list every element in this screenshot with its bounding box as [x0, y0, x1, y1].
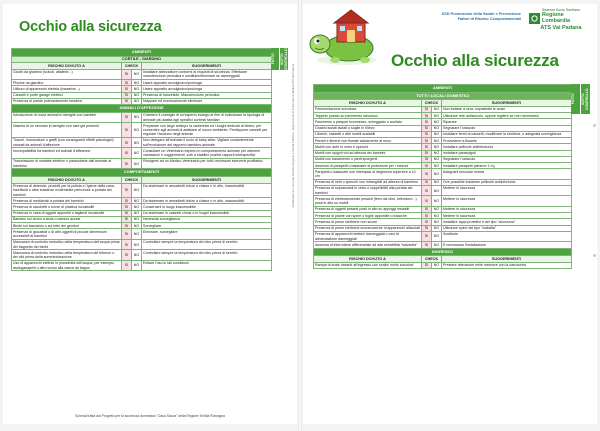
suggestion-cell: Segnalare l'ostacolo [442, 125, 572, 131]
risk-cell: Assenza di interruttore differenziale ad alta sensibilità "salvavita" [314, 242, 422, 248]
checklist-row [12, 148, 272, 158]
suggestion-cell: Installare tappi protettivi e del tipo "sicurezza" [442, 219, 572, 225]
check-no-box[interactable]: NO [132, 123, 142, 138]
check-no-box[interactable]: NO [432, 231, 442, 241]
risk-cell: Parapetti o balaustre con interspazi di larghezza superiore a 10 cm [314, 169, 422, 179]
checklist-row [12, 183, 272, 198]
risk-cell: Presenza di oggetti pesanti posti in alto su appoggi instabili [314, 206, 422, 212]
check-yes-box[interactable]: SI [422, 150, 432, 156]
suggestion-cell: Da sistemare in armadietti chiusi a chiave o in alto, inaccessibili [142, 183, 272, 198]
suggestion-cell: Da sistemare in armadietti chiusi a chiave o in alto, inaccessibili [142, 198, 272, 204]
brand-line-2: Fattori di Rischio Comportamentali [457, 17, 521, 22]
check-yes-box[interactable]: SI [422, 144, 432, 150]
suggestion-cell: Conservarli in luogo inaccessibile [142, 204, 272, 210]
suggestion-cell: Usare apposito avvolgicavo/prolunga [142, 86, 272, 92]
risk-cell: Rampa di scale davanti all'ingresso con scalini molto scivolosi [314, 262, 422, 268]
col-check-header: CHECK [422, 100, 442, 106]
check-yes-box[interactable]: SI [122, 112, 132, 122]
check-yes-box[interactable]: SI [422, 242, 432, 248]
suggestion-cell: È necessaria l'installazione [442, 242, 572, 248]
suggestion-cell: Controllare sempre la temperatura del cibo prima di servirlo [142, 239, 272, 249]
check-no-box[interactable]: NO [132, 223, 142, 229]
risk-cell: Presenza di vetri o specchi non infrangibili ad altezza di bambino [314, 179, 422, 185]
left-page-title: Occhio alla sicurezza [19, 19, 162, 35]
suggestion-cell: Rivolgersi ad un Medico Veterinario per tutti i necessari interventi profilattici [142, 158, 272, 168]
left-page [3, 4, 297, 424]
left-side-note: Realizzazione a cura del Servizio di Igiene e Sanità Pubblica - Dipartimento di Prevenzione Medica ATS Val Padana [291, 64, 295, 208]
suggestion-cell: Sorvegliare [142, 223, 272, 229]
checklist-row [12, 112, 272, 122]
checklist-row [12, 260, 272, 270]
risk-cell: Nascita di un neonato in famiglie con cani già presenti [12, 123, 122, 138]
section-ambienti: AMBIENTI [314, 85, 572, 93]
risk-cell: Librerie, cassetti o altri mobili scalabili [314, 131, 422, 137]
checklist-row [314, 185, 572, 195]
suggestion-cell: Installare fermi ai cassetti, modificare la struttura, o adeguata sorveglianza [442, 131, 572, 137]
risk-cell: Presenza di giocattoli o di altri oggetti di piccole dimensioni accessibili ai bambini [12, 229, 122, 239]
suggestion-cell: Mettere in sicurezza [442, 185, 572, 195]
suggestion-cell: Evitare l'uso in tali condizioni [142, 260, 272, 270]
ats-name: ATS Val Padana [540, 25, 582, 31]
risk-cell: Mancanza di controllo metodico della temperatura del biberon o dei cibi prima della somministrazione [12, 250, 122, 260]
check-no-box[interactable]: NO [132, 216, 142, 222]
check-no-box[interactable]: NO [132, 183, 142, 198]
turtle-mascot-illustration [307, 8, 385, 68]
suggestion-cell: Sostituire [442, 231, 572, 241]
check-no-box[interactable]: NO [132, 239, 142, 249]
check-no-box[interactable]: NO [432, 196, 442, 206]
check-yes-box[interactable]: SI [422, 113, 432, 119]
check-yes-box[interactable]: SI [422, 169, 432, 179]
suggestion-cell: Da sistemare in cassetti chiusi o in luoghi inaccessibili [142, 210, 272, 216]
subsection-cortile: CORTILE - GIARDINO [12, 56, 272, 62]
risk-cell: Pavimento o parquet sconnesso, scheggiato o scollato [314, 119, 422, 125]
checklist-row [314, 262, 572, 268]
col-risk-header: RISCHIO DOVUTO A [12, 63, 122, 69]
page-spine [298, 0, 302, 431]
checklist-row [12, 229, 272, 239]
checklist-row [314, 231, 572, 241]
suggestion-cell: Eliminare, sorvegliare [142, 229, 272, 239]
region-name-1: Regione [542, 12, 564, 18]
check-yes-box[interactable]: SI [122, 210, 132, 216]
col-sugg-header: SUGGERIMENTI [442, 100, 572, 106]
check-no-box[interactable]: NO [432, 106, 442, 112]
risk-cell: Incompatibilità fra bambini ed animali d'affezione [12, 148, 122, 158]
region-logo [529, 8, 593, 31]
risk-cell: Presenza di sacchetti o borse di plastica incustoditi [12, 204, 122, 210]
risk-cell: Assenza di parapetti o balaustre di protezione per i balconi [314, 163, 422, 169]
check-yes-box[interactable]: SI [122, 98, 132, 104]
check-no-box[interactable]: NO [432, 262, 442, 268]
subsection-locali: TUTTI I LOCALI DOMESTICI [314, 92, 572, 100]
suggestion-cell: Segnalare l'ostacolo [442, 156, 572, 162]
risk-cell: Mancanza di controllo metodico della temperatura dell'acqua prima del bagnetto dei bimbi [13, 240, 120, 249]
check-yes-box[interactable]: SI [122, 229, 132, 239]
check-yes-box[interactable]: SI [122, 239, 132, 249]
risk-cell: Uso di apparecchi elettrici in prossimità dell'acqua, per esempio asciugacapelli o altro vicino alla vasca da bagno [12, 260, 122, 270]
suggestion-cell: Non trattare a cera, soprattutto le scale [442, 106, 572, 112]
check-yes-box[interactable]: SI [422, 106, 432, 112]
risk-cell: Presenza di apparecchi elettrici danneggiati o cavi di alimentazione danneggiati [314, 231, 422, 241]
check-no-box[interactable]: NO [132, 198, 142, 204]
check-no-box[interactable]: NO [432, 225, 442, 231]
left-footer: Scheda tratta dal Progetto per la sicurezza domestica "Casa Sicura" della Regione Emilia Romagna [75, 414, 225, 418]
decor-dot [593, 254, 596, 257]
suggestion-cell: Preparare con largo anticipo la cameretta ed i luoghi dedicati al bimbo, per consentire agli animali di adattarsi al nuovo ambiente. Predisporre cancelli per regolare l'accesso degli animali [142, 123, 272, 138]
check-yes-box[interactable]: SI [422, 219, 432, 225]
risk-cell: Utilizzo di apparecchi elettrici (tosaerba...) [12, 86, 122, 92]
risk-cell: Pavimentazione scivolosa [314, 106, 422, 112]
right-fatto-column: FATTO [571, 84, 580, 114]
left-fatto-column: FATTO [271, 48, 279, 70]
check-yes-box[interactable]: SI [122, 204, 132, 210]
checklist-row [12, 137, 272, 147]
suggestion-cell: Ove possibile installare pellicole antiinfortunio [442, 179, 572, 185]
check-no-box[interactable]: NO [132, 260, 142, 270]
suggestion-cell: Mettere in sicurezza [442, 206, 572, 212]
suggestion-cell: Usare apposito avvolgicavo/prolunga [142, 80, 272, 86]
check-yes-box[interactable]: SI [122, 123, 132, 138]
risk-cell: Presenza in casa di oggetti appuntiti o taglienti incustoditi [12, 210, 122, 216]
region-system-label: Sistema Socio Sanitario [541, 8, 581, 12]
suggestion-cell: Riparare [442, 119, 572, 125]
check-no-box[interactable]: NO [432, 179, 442, 185]
decor-dot [593, 124, 596, 127]
check-no-box[interactable]: NO [432, 163, 442, 169]
suggestion-cell: Installare parapetti (almeno 1 m) [442, 163, 572, 169]
check-yes-box[interactable]: SI [422, 156, 432, 162]
risk-cell: Presenza di prese elettriche non sicure [314, 219, 422, 225]
check-no-box[interactable]: NO [432, 119, 442, 125]
suggestion-cell: Installare attrezzature conformi ai requisiti di sicurezza. Effettuare manutenzione periodica e sostituire/eliminare se danneggiati [142, 69, 272, 79]
suggestion-cell: Mettere in sicurezza [442, 196, 572, 206]
check-yes-box[interactable]: SI [122, 86, 132, 92]
check-yes-box[interactable]: SI [122, 260, 132, 270]
check-yes-box[interactable]: SI [422, 179, 432, 185]
check-no-box[interactable]: NO [132, 148, 142, 158]
col-sugg-header: SUGGERIMENTI [142, 63, 272, 69]
suggestion-cell: Consultare un Veterinario esperto in comportamento animale per ottenere valutazioni e suggerimenti, volti a stabilire positivi rapporti interspecifici [142, 148, 272, 158]
col-check-header: CHECK [422, 256, 442, 262]
right-controllo-column: SOTTO CONTROLLO [581, 84, 590, 114]
check-yes-box[interactable]: SI [422, 163, 432, 169]
suggestion-cell: Presenza di fotocellule. Manutenzione periodica [142, 92, 272, 98]
check-yes-box[interactable]: SI [122, 158, 132, 168]
col-risk-header: RISCHIO DOVUTO A [314, 100, 422, 106]
right-page-title: Occhio alla sicurezza [391, 51, 559, 70]
check-yes-box[interactable]: SI [122, 216, 132, 222]
suggestion-cell: Prestare attenzione nelle manovre con la carrozzina [442, 262, 572, 268]
check-yes-box[interactable]: SI [122, 250, 132, 260]
check-yes-box[interactable]: SI [122, 69, 132, 79]
risk-cell: Presenza di piante con spine o foglie appuntite o tossiche [314, 213, 422, 219]
suggestion-cell: Necessità sorveglianza [142, 216, 272, 222]
risk-cell: Mobili con basamento o piedi sporgenti [314, 156, 422, 162]
check-yes-box[interactable]: SI [422, 196, 432, 206]
check-no-box[interactable]: NO [132, 210, 142, 216]
suggestion-cell: Non delegare all'animale il ruolo di baby sitter. Vigilare costantemente sull'evoluzione del rapporto bambino-animale [142, 137, 272, 147]
risk-cell: Gradini isolati isolati o soglie in rilievo [314, 125, 422, 131]
check-no-box[interactable]: NO [132, 92, 142, 98]
check-yes-box[interactable]: SI [122, 80, 132, 86]
brand-line-1: SSD Promozione della Salute e Prevenzione [441, 12, 521, 16]
check-yes-box[interactable]: SI [422, 231, 432, 241]
check-yes-box[interactable]: SI [122, 92, 132, 98]
check-yes-box[interactable]: SI [122, 183, 132, 198]
left-controllo-column: SOTTO CONTROLLO [280, 48, 288, 70]
check-no-box[interactable]: NO [432, 125, 442, 131]
col-risk-header: RISCHIO DOVUTO A [12, 177, 122, 183]
check-no-box[interactable]: NO [132, 69, 142, 79]
check-no-box[interactable]: NO [432, 150, 442, 156]
check-yes-box[interactable]: SI [422, 138, 432, 144]
suggestion-cell: Utilizzare rete antiscivolo, oppure togliere se non necessario [442, 113, 572, 119]
check-yes-box[interactable]: SI [422, 225, 432, 231]
risk-cell: Presenza di prese elettriche sovraccariche di apparecchi allacciati [315, 226, 420, 231]
suggestion-cell: Utilizzare spine del tipo "ciabatta" [442, 225, 572, 231]
section-ambienti: AMBIENTI [12, 49, 272, 57]
check-no-box[interactable]: NO [132, 250, 142, 260]
check-no-box[interactable]: NO [432, 144, 442, 150]
checklist-row [12, 250, 272, 260]
risk-cell: Mobili con ante in vetro e specchi [314, 144, 422, 150]
col-check-header: CHECK [122, 63, 142, 69]
checklist-row [314, 196, 572, 206]
check-yes-box[interactable]: SI [422, 125, 432, 131]
check-no-box[interactable]: NO [432, 219, 442, 225]
risk-cell: Bambini sul vicino a stufa o camino accesi [12, 216, 122, 222]
suggestion-cell: Installare paraspigoli [442, 150, 572, 156]
suggestion-cell: Adeguarli secondo norma [442, 169, 572, 179]
suggestion-cell: Controllare sempre la temperatura del cibo prima di servirlo [142, 250, 272, 260]
check-yes-box[interactable]: SI [122, 148, 132, 158]
risk-cell: Pensili e librerie non fissate saldamente al muro [314, 138, 422, 144]
check-no-box[interactable]: NO [432, 206, 442, 212]
risk-cell: Presenza di medicinali a portata dei bambini [12, 198, 122, 204]
col-risk-header: RISCHIO DOVUTO A [314, 256, 422, 262]
check-no-box[interactable]: NO [432, 169, 442, 179]
check-no-box[interactable]: NO [132, 98, 142, 104]
region-name-2: Lombardia [542, 17, 571, 24]
risk-cell: Piscine da giardino [12, 80, 122, 86]
check-yes-box[interactable]: SI [422, 262, 432, 268]
suggestion-cell: Installare pellicole antiinfortunio [442, 144, 572, 150]
risk-cell: Giochi da giardino (scivoli, altalene...) [12, 69, 122, 79]
risk-cell: Bimbi sul fasciatoio o sul letto dei genitori [12, 223, 122, 229]
risk-cell: Presenza di piante potenzialmente tossiche [12, 98, 122, 104]
check-no-box[interactable]: NO [432, 113, 442, 119]
rosa-camuna-icon [529, 13, 540, 24]
check-yes-box[interactable]: SI [422, 131, 432, 137]
check-no-box[interactable]: NO [432, 131, 442, 137]
risk-cell: Mobili con spigoli vivi ad altezza dei bambini [314, 150, 422, 156]
section-comportamenti: COMPORTAMENTI [12, 169, 272, 177]
check-no-box[interactable]: NO [132, 229, 142, 239]
check-yes-box[interactable]: SI [122, 137, 132, 147]
check-yes-box[interactable]: SI [422, 206, 432, 212]
suggestion-cell: Mappare ed eventualmente eliminare [142, 98, 272, 104]
check-no-box[interactable]: NO [132, 204, 142, 210]
check-no-box[interactable]: NO [132, 80, 142, 86]
section-ingresso: INGRESSO [314, 248, 572, 256]
check-yes-box[interactable]: SI [422, 185, 432, 195]
brand-block [411, 12, 521, 23]
checklist-row [12, 239, 272, 249]
check-no-box[interactable]: NO [432, 138, 442, 144]
check-no-box[interactable]: NO [432, 242, 442, 248]
risk-cell: Presenza di sopramobili in vetro o suppellettili alla portata dei bambini [314, 185, 422, 195]
suggestion-cell: Chiedere il consiglio di un'esperto etologo al fine di individuare la tipologia di animale più adatta agli specifici contesti familiari [142, 112, 272, 122]
risk-cell: Trasmissione di malattie infettive o parassitarie dall'animale al bambino [12, 158, 122, 168]
checklist-row [12, 69, 272, 79]
check-yes-box[interactable]: SI [122, 223, 132, 229]
risk-cell: Traumi, morsicature o graffi (con conseguenti effetti psicologici) causati da animali d'affezione [12, 137, 122, 147]
checklist-row [314, 169, 572, 179]
check-no-box[interactable]: NO [432, 156, 442, 162]
right-page [303, 4, 597, 424]
risk-cell: Tappeto posato su pavimento scivoloso [314, 113, 422, 119]
check-no-box[interactable]: NO [132, 158, 142, 168]
checklist-row [12, 123, 272, 138]
check-no-box[interactable]: NO [132, 137, 142, 147]
section-animali: ANIMALI D'AFFEZIONE [12, 105, 272, 113]
right-checklist-table [313, 84, 572, 269]
checklist-row [12, 158, 272, 168]
check-yes-box[interactable]: SI [422, 119, 432, 125]
col-sugg-header: SUGGERIMENTI [142, 177, 272, 183]
risk-cell: Presenza di detersivi, prodotti per la pulizia e l'igiene della casa, insetticidi o altre sostanze evidenziate pericolose a portata dei bambini [12, 183, 122, 198]
left-checklist-table [11, 48, 272, 271]
check-no-box[interactable]: NO [432, 185, 442, 195]
risk-cell: Cancelli e porte garage elettrici [12, 92, 122, 98]
col-sugg-header: SUGGERIMENTI [442, 256, 572, 262]
col-check-header: CHECK [122, 177, 142, 183]
check-no-box[interactable]: NO [432, 213, 442, 219]
check-no-box[interactable]: NO [132, 112, 142, 122]
risk-cell: Presenza di elettrodomestici pesanti (ferro da stiro, televisore...) posti in alto su mobili [314, 196, 422, 206]
suggestion-cell: Provvedere a fissarle [442, 138, 572, 144]
check-no-box[interactable]: NO [132, 86, 142, 92]
check-yes-box[interactable]: SI [422, 213, 432, 219]
check-yes-box[interactable]: SI [122, 198, 132, 204]
risk-cell: Introduzione di nuovi animali in famiglie con bambini [12, 112, 122, 122]
suggestion-cell: Mettere in sicurezza [442, 213, 572, 219]
